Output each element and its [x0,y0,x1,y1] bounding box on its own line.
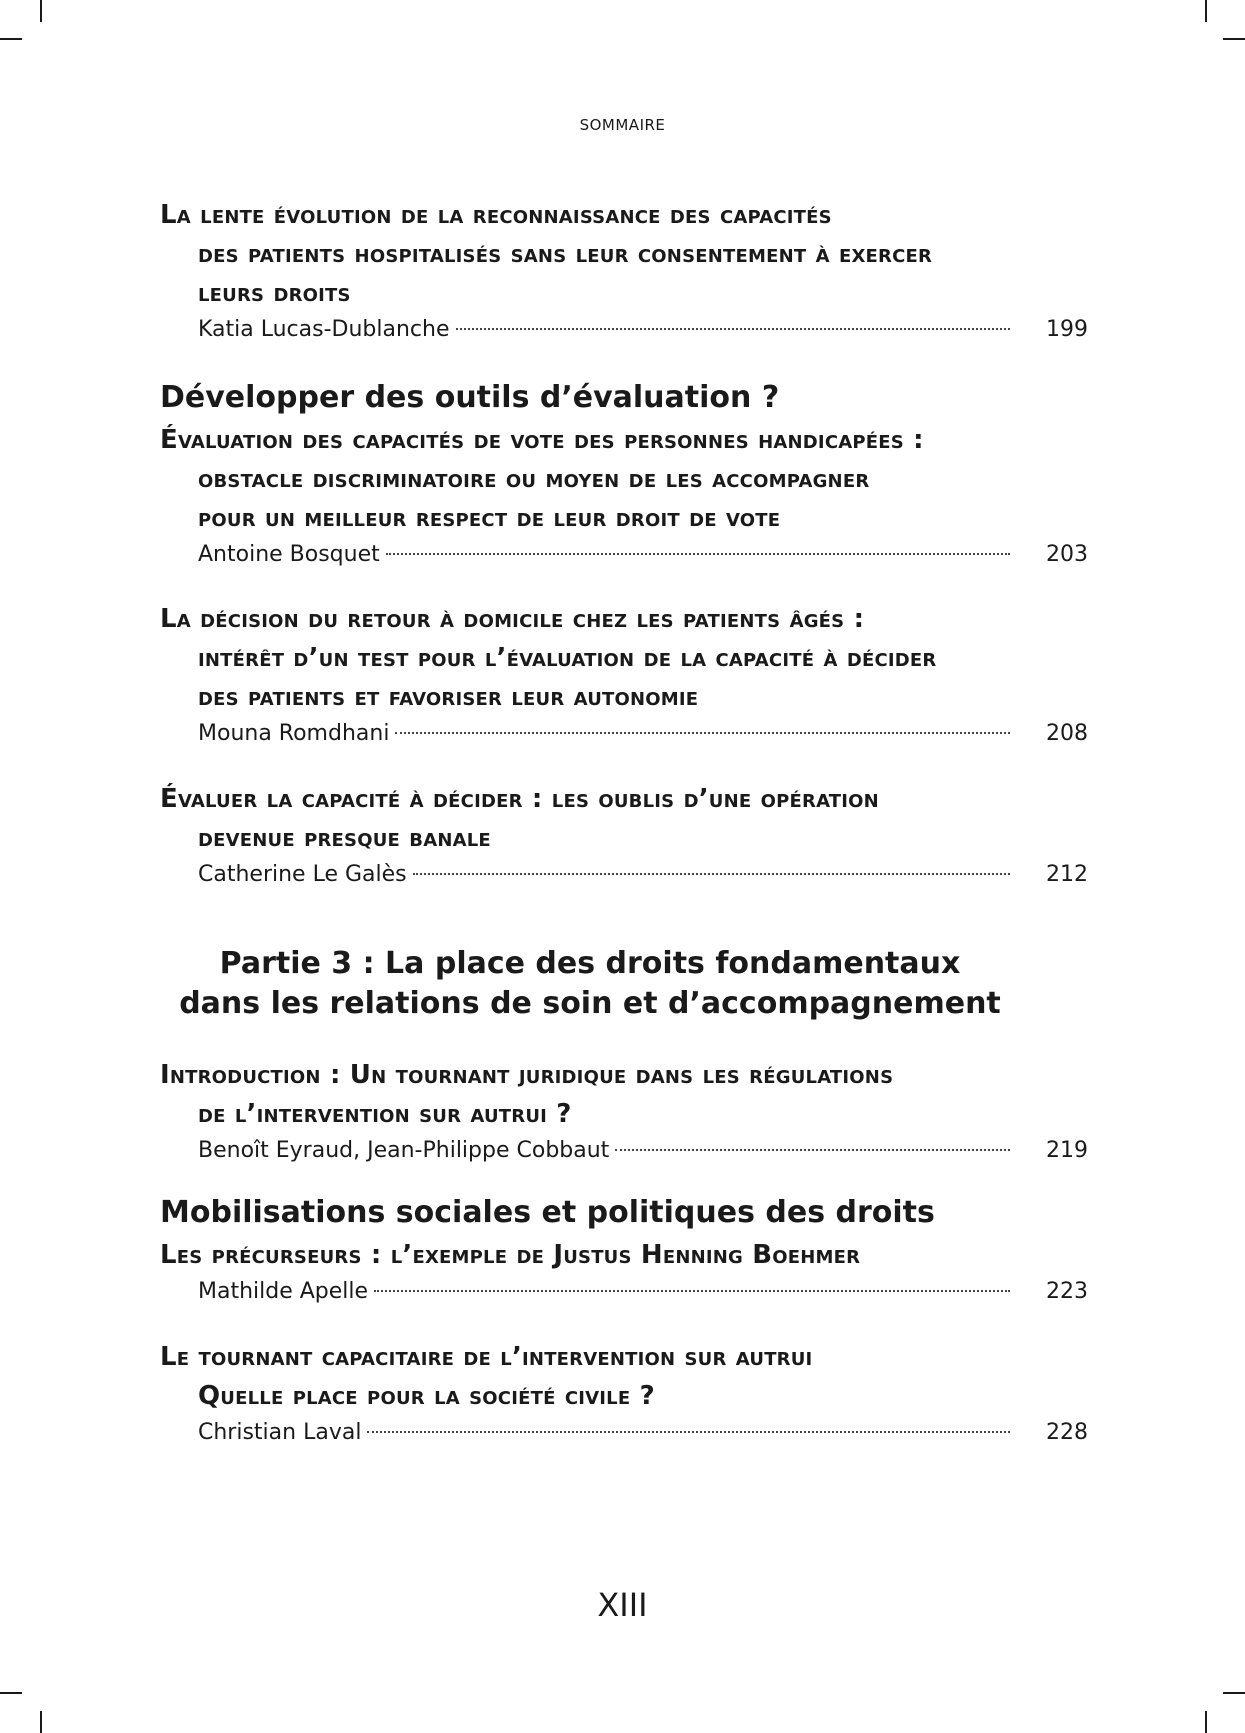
part-heading: Partie 3 : La place des droits fondamentaux dans les relations de soin et d’accompagnement [179,946,1001,1021]
byline [160,718,1088,750]
section-heading: Mobilisations sociales et politiques des droits [160,1195,935,1230]
author: Catherine Le Galès [198,862,407,887]
entry-title: Évaluation des capacités de vote des personnes handicapées : obstacle discriminatoire ou moyen de les accompagner pour un meilleur respect de leur droit de vote [160,425,924,533]
page-number: 223 [1046,1279,1088,1304]
author: Antoine Bosquet [198,542,380,567]
dot-leader [367,1431,1010,1433]
crop-mark [40,0,42,22]
byline [160,1135,1088,1167]
page-number: 219 [1046,1138,1088,1163]
toc-entry[interactable] [160,780,1088,891]
byline [160,314,1088,346]
page-number: 199 [1046,317,1088,342]
byline [160,539,1088,571]
toc-entry[interactable] [160,1236,1088,1308]
toc-entry[interactable] [160,600,1088,750]
entry-title: Le tournant capacitaire de l’intervention sur autrui Quelle place pour la société civile ? [160,1342,813,1411]
entry-title: La lente évolution de la reconnaissance des capacités des patients hospitalisés sans leur consentement à exercer leurs droits [160,200,933,308]
dot-leader [456,328,1011,330]
author: Christian Laval [198,1420,362,1445]
toc-entry[interactable] [160,421,1088,571]
byline [160,859,1088,891]
page-number: 228 [1046,1420,1088,1445]
crop-mark [1205,1711,1207,1733]
toc-entry[interactable] [160,1338,1088,1449]
author: Katia Lucas-Dublanche [198,317,450,342]
section-heading: Développer des outils d’évaluation ? [160,380,780,415]
entry-title: La décision du retour à domicile chez les patients âgés : intérêt d’un test pour l’évaluation de la capacité à décider des patients et favoriser leur autonomie [160,604,937,712]
dot-leader [413,873,1010,875]
author: Benoît Eyraud, Jean-Philippe Cobbaut [198,1138,610,1163]
crop-mark [0,38,22,40]
dot-leader [374,1290,1010,1292]
dot-leader [615,1149,1010,1151]
running-head: SOMMAIRE [579,116,666,134]
page-number: 212 [1046,862,1088,887]
toc-entry[interactable] [160,196,1088,346]
entry-title: Les précurseurs : l’exemple de Justus Henning Boehmer [160,1240,861,1270]
byline [160,1417,1088,1449]
crop-mark [40,1711,42,1733]
page-number: 208 [1046,721,1088,746]
dot-leader [386,553,1010,555]
page-number: 203 [1046,542,1088,567]
entry-title: Évaluer la capacité à décider : les oublis d’une opération devenue presque banale [160,784,879,853]
crop-mark [0,1692,22,1694]
toc-entry[interactable] [160,1056,1088,1167]
dot-leader [395,732,1010,734]
crop-mark [1223,38,1245,40]
author: Mouna Romdhani [198,721,390,746]
page-folio: XIII [597,1586,648,1624]
crop-mark [1223,1692,1245,1694]
crop-mark [1205,0,1207,22]
author: Mathilde Apelle [198,1279,369,1304]
byline [160,1276,1088,1308]
entry-title: Introduction : Un tournant juridique dans les régulations de l’intervention sur autrui ? [160,1060,894,1129]
